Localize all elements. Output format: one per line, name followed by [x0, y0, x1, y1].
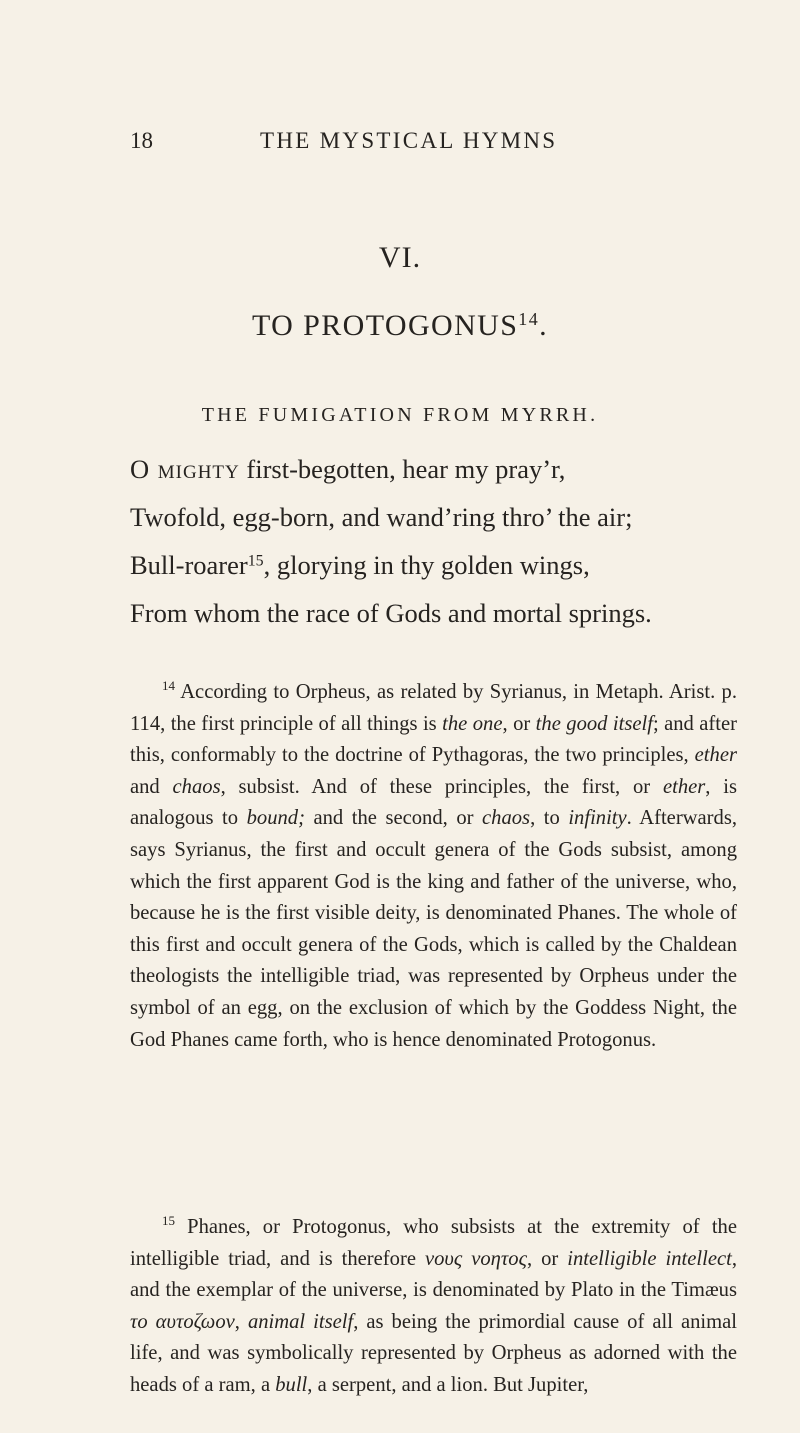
- footnote-italic: intelligible intellect: [567, 1247, 732, 1270]
- footnote-14: [130, 677, 737, 1056]
- footnote-text: , is analogous to: [130, 775, 737, 830]
- footnote-text: . Afterwards, says Syrianus, the first and occult genera of the Gods subsist, among which the first apparent God is the king and father of the universe, who, because he is the first visible deity, is denominated Phanes. The whole of this first and occult genera of the Gods, which is called by the Chaldean theologists the intelligible triad, was represented by Orpheus under the symbol of an egg, on the exclusion of which by the Goddess Night, the God Phanes came forth, who is hence denominated Protogonus.: [130, 807, 738, 1051]
- footnote-greek: το αυτοζωον: [130, 1310, 235, 1333]
- verse-line-3-b: , glorying in thy golden wings,: [263, 550, 590, 580]
- footnote-text: According to Orpheus, as related by Syrianus, in Metaph. Arist. p. 114, the first principle of all things is: [130, 681, 737, 735]
- footnote-text: ,: [234, 1310, 248, 1333]
- verse-initial: O mighty: [130, 454, 240, 484]
- footnote-italic: the good itself: [535, 712, 653, 735]
- footnote-ref-15: 15: [247, 552, 264, 570]
- footnote-text: ; and after this, conformably to the doctrine of Pythagoras, the two principles,: [130, 712, 738, 767]
- verse-line-1: [130, 452, 730, 486]
- footnote-italic: bull: [275, 1373, 308, 1396]
- footnote-text: , or: [526, 1247, 568, 1270]
- footnote-text: , a serpent, and a lion. But Jupiter,: [307, 1373, 589, 1396]
- footnote-text: , and the exemplar of the universe, is denominated by Plato in the Timæus: [130, 1247, 738, 1302]
- footnote-greek: νους νοητος: [424, 1247, 527, 1270]
- verse-line-4: From whom the race of Gods and mortal springs.: [130, 598, 652, 628]
- hymn-title: [0, 308, 800, 344]
- footnote-text: and the second, or: [304, 807, 483, 830]
- footnote-italic: chaos: [172, 775, 221, 798]
- footnote-italic: bound;: [246, 807, 305, 830]
- running-title: THE MYSTICAL HYMNS: [260, 128, 558, 153]
- title-period: .: [539, 309, 549, 342]
- hymn-title-text: TO PROTOGONUS: [251, 309, 519, 342]
- footnote-marker: 15: [162, 1213, 175, 1228]
- verse-line-1-text: first-begotten, hear my pray’r,: [239, 454, 566, 484]
- footnote-italic: ether: [662, 775, 706, 798]
- footnote-text: , subsist. And of these principles, the first, or: [220, 775, 663, 798]
- verse-line-3-a: Bull-roarer: [130, 550, 248, 580]
- footnote-text: and: [130, 775, 173, 798]
- footnote-text: , as being the primordial cause of all animal life, and was symbolically represented by Orpheus as adorned with the heads of a ram, a: [130, 1310, 738, 1396]
- page-number: 18: [130, 128, 153, 153]
- footnote-italic: the one: [442, 712, 503, 735]
- verse-line-2: Twofold, egg-born, and wand’ring thro’ the air;: [130, 502, 633, 532]
- footnote-15: [130, 1212, 737, 1402]
- footnote-text: , or: [502, 712, 536, 735]
- footnote-italic: ether: [694, 744, 737, 767]
- hymn-numeral: VI.: [378, 241, 422, 274]
- footnote-ref-14: 14: [518, 309, 540, 330]
- verse-line-3: [130, 548, 730, 582]
- footnote-marker: 14: [162, 678, 175, 693]
- hymn-subtitle: THE FUMIGATION FROM MYRRH.: [201, 404, 599, 426]
- footnote-text: Phanes, or Protogonus, who subsists at the extremity of the intelligible triad, and is therefore: [130, 1216, 737, 1270]
- footnote-italic: chaos: [482, 807, 531, 830]
- footnote-text: , to: [530, 807, 569, 830]
- footnote-italic: infinity: [568, 807, 627, 830]
- footnote-italic: animal itself: [247, 1310, 354, 1333]
